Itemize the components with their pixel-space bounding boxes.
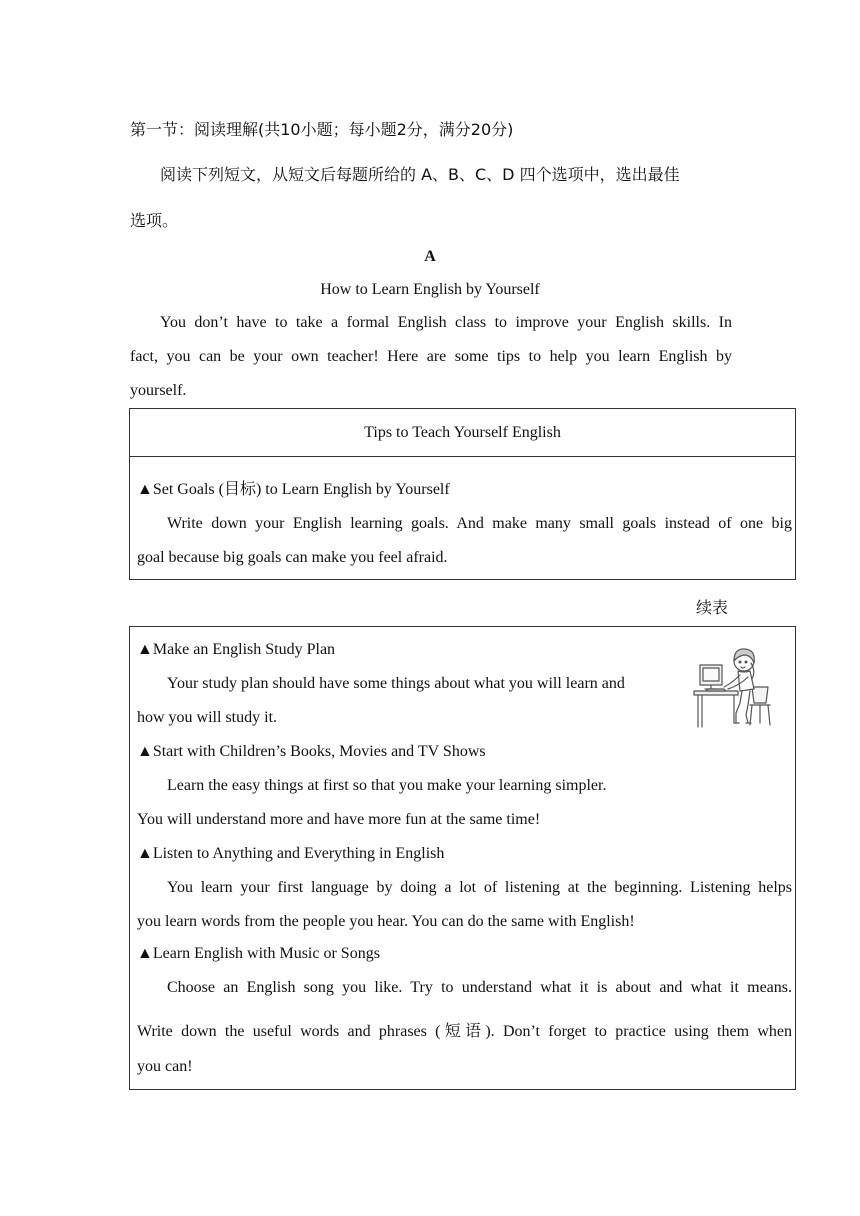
girl-at-computer-illustration <box>690 643 774 729</box>
section-heading: 第一节：阅读理解(共10小题；每小题2分，满分20分) <box>130 120 514 139</box>
tip-set-goals-text-2: goal because big goals can make you feel afraid. <box>137 549 448 566</box>
tips-table <box>129 408 796 580</box>
tip-set-goals-text-1: Write down your English learning goals. And make many small goals instead of one big <box>167 515 792 532</box>
instruction-line-1: 阅读下列短文，从短文后每题所给的 A、B、C、D 四个选项中，选出最佳 <box>160 165 680 184</box>
tip-study-plan-text-1: Your study plan should have some things about what you will learn and <box>167 675 625 692</box>
continued-label: 续表 <box>696 598 729 617</box>
tips-table-header: Tips to Teach Yourself English <box>130 409 795 457</box>
tip-study-plan-title: ▲Make an English Study Plan <box>137 641 336 658</box>
tip-childrens-books-text-1: Learn the easy things at first so that you make your learning simpler. <box>167 777 607 794</box>
tip-listen-text-2: you learn words from the people you hear. You can do the same with English! <box>137 913 635 930</box>
tip-music-text-2: Write down the useful words and phrases (短语). Don’t forget to practice using them when <box>137 1023 792 1040</box>
tip-childrens-books-title: ▲Start with Children’s Books, Movies and TV Shows <box>137 743 486 760</box>
tip-set-goals-title: ▲Set Goals (目标) to Learn English by Yourself <box>137 481 450 498</box>
passage-label: A <box>424 248 436 265</box>
tip-listen-title: ▲Listen to Anything and Everything in English <box>137 845 445 862</box>
instruction-line-2: 选项。 <box>130 211 179 230</box>
intro-line-2: fact, you can be your own teacher! Here are some tips to help you learn English by <box>130 348 732 365</box>
tip-childrens-books-text-2: You will understand more and have more fun at the same time! <box>137 811 541 828</box>
tip-listen-text-1: You learn your first language by doing a lot of listening at the beginning. Listening helps <box>167 879 792 896</box>
intro-line-3: yourself. <box>130 382 187 399</box>
tip-music-text-3: you can! <box>137 1058 193 1075</box>
tip-music-title: ▲Learn English with Music or Songs <box>137 945 380 962</box>
intro-line-1: You don’t have to take a formal English class to improve your English skills. In <box>160 314 732 331</box>
passage-title: How to Learn English by Yourself <box>320 281 540 298</box>
tip-music-text-1: Choose an English song you like. Try to understand what it is about and what it means. <box>167 979 792 996</box>
tip-study-plan-text-2: how you will study it. <box>137 709 278 726</box>
